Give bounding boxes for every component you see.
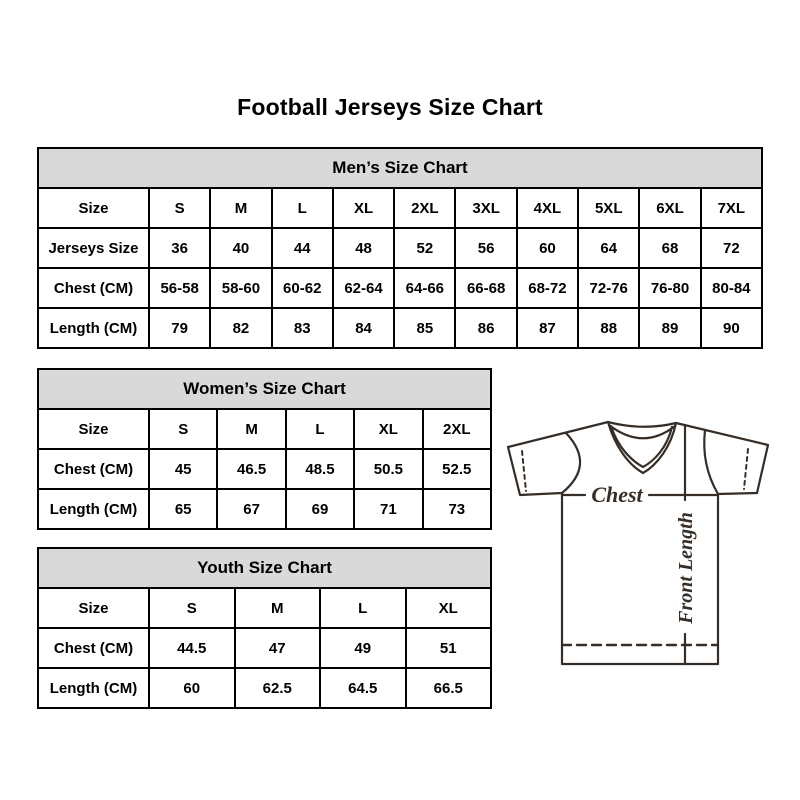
cell: 47 (235, 628, 321, 668)
cell: L (286, 409, 354, 449)
cell: 36 (149, 228, 210, 268)
table-row (38, 228, 762, 268)
cell: 72-76 (578, 268, 639, 308)
cell: 80-84 (701, 268, 762, 308)
cell: L (272, 188, 333, 228)
cell: 84 (333, 308, 394, 348)
cell: 50.5 (354, 449, 422, 489)
left-cuff-dashed-line (522, 451, 526, 491)
table-row (38, 449, 491, 489)
cell: 64 (578, 228, 639, 268)
table-row (38, 409, 491, 449)
cell: XL (406, 588, 492, 628)
cell: 66-68 (455, 268, 516, 308)
mens-size-table (37, 147, 763, 349)
cell: 6XL (639, 188, 700, 228)
cell: 60 (517, 228, 578, 268)
cell: M (235, 588, 321, 628)
cell: 45 (149, 449, 217, 489)
right-cuff-dashed-line (744, 449, 748, 489)
cell: S (149, 409, 217, 449)
cell: 40 (210, 228, 271, 268)
cell: 89 (639, 308, 700, 348)
table-row (38, 628, 491, 668)
left-sleeve-seam (562, 433, 580, 493)
mens-table-title: Men’s Size Chart (38, 148, 762, 188)
row-label: Size (38, 188, 149, 228)
cell: 88 (578, 308, 639, 348)
cell: 48.5 (286, 449, 354, 489)
cell: 72 (701, 228, 762, 268)
womens-size-table (37, 368, 492, 530)
front-length-measure-label: Front Length (675, 512, 697, 624)
cell: 4XL (517, 188, 578, 228)
row-label: Jerseys Size (38, 228, 149, 268)
cell: 90 (701, 308, 762, 348)
cell: M (210, 188, 271, 228)
cell: M (217, 409, 285, 449)
page-title: Football Jerseys Size Chart (237, 94, 543, 120)
cell: 5XL (578, 188, 639, 228)
chest-measure-label: Chest (591, 482, 643, 507)
womens-table-title: Women’s Size Chart (38, 369, 491, 409)
right-sleeve-seam (704, 430, 718, 494)
table-row (38, 489, 491, 529)
cell: 64.5 (320, 668, 406, 708)
table-row (38, 308, 762, 348)
cell: 52 (394, 228, 455, 268)
cell: L (320, 588, 406, 628)
cell: 86 (455, 308, 516, 348)
row-label: Size (38, 409, 149, 449)
collar-top-line (608, 422, 676, 427)
cell: 60-62 (272, 268, 333, 308)
cell: S (149, 188, 210, 228)
youth-table-title: Youth Size Chart (38, 548, 491, 588)
youth-size-table (37, 547, 492, 709)
cell: XL (354, 409, 422, 449)
cell: 62.5 (235, 668, 321, 708)
cell: 73 (423, 489, 491, 529)
cell: 82 (210, 308, 271, 348)
cell: 68-72 (517, 268, 578, 308)
row-label: Chest (CM) (38, 268, 149, 308)
cell: 69 (286, 489, 354, 529)
cell: 76-80 (639, 268, 700, 308)
cell: XL (333, 188, 394, 228)
cell: 7XL (701, 188, 762, 228)
cell: 87 (517, 308, 578, 348)
cell: 58-60 (210, 268, 271, 308)
cell: S (149, 588, 235, 628)
cell: 2XL (423, 409, 491, 449)
cell: 67 (217, 489, 285, 529)
cell: 44 (272, 228, 333, 268)
cell: 49 (320, 628, 406, 668)
cell: 65 (149, 489, 217, 529)
table-row (38, 588, 491, 628)
row-label: Chest (CM) (38, 628, 149, 668)
jersey-outline (508, 422, 768, 664)
cell: 3XL (455, 188, 516, 228)
cell: 52.5 (423, 449, 491, 489)
cell: 2XL (394, 188, 455, 228)
table-row (38, 188, 762, 228)
cell: 60 (149, 668, 235, 708)
cell: 46.5 (217, 449, 285, 489)
row-label: Size (38, 588, 149, 628)
cell: 83 (272, 308, 333, 348)
jersey-measurement-diagram (505, 405, 771, 671)
row-label: Length (CM) (38, 308, 149, 348)
table-row (38, 268, 762, 308)
cell: 71 (354, 489, 422, 529)
cell: 79 (149, 308, 210, 348)
cell: 56-58 (149, 268, 210, 308)
row-label: Length (CM) (38, 489, 149, 529)
cell: 51 (406, 628, 492, 668)
cell: 62-64 (333, 268, 394, 308)
cell: 48 (333, 228, 394, 268)
cell: 56 (455, 228, 516, 268)
cell: 68 (639, 228, 700, 268)
cell: 64-66 (394, 268, 455, 308)
cell: 85 (394, 308, 455, 348)
cell: 44.5 (149, 628, 235, 668)
table-row (38, 668, 491, 708)
cell: 66.5 (406, 668, 492, 708)
row-label: Chest (CM) (38, 449, 149, 489)
row-label: Length (CM) (38, 668, 149, 708)
